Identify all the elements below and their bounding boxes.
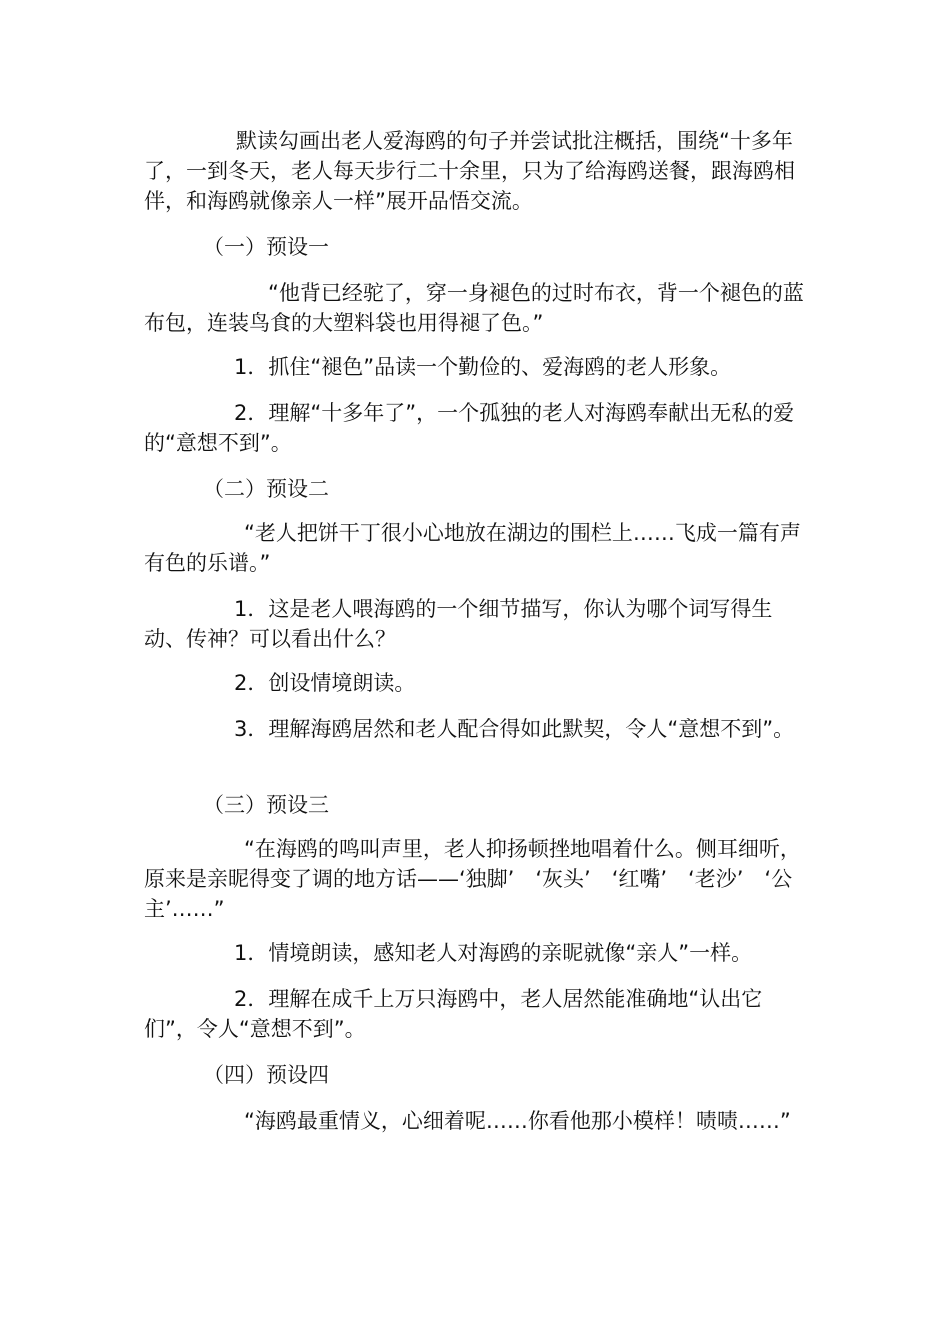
section-quote-3: “在海鸥的鸣叫声里，老人抑扬顿挫地唱着什么。侧耳细听，原来是亲昵得变了调的地方话——‘独脚’ ‘灰头’ ‘红嘴’ ‘老沙’ ‘公主’……” [144, 837, 801, 921]
section-2-item-1: 1．这是老人喂海鸥的一个细节描写，你认为哪个词写得生动、传神？可以看出什么？ [144, 597, 773, 651]
section-heading-2: （二）预设二 [203, 477, 329, 501]
section-heading-3: （三）预设三 [203, 793, 329, 817]
section-2-item-3: 3．理解海鸥居然和老人配合得如此默契，令人“意想不到”。 [234, 717, 795, 741]
section-quote-1: “他背已经驼了，穿一身褪色的过时布衣，背一个褪色的蓝布包，连装鸟食的大塑料袋也用得褪了色。” [144, 281, 804, 335]
section-1-item-1: 1．抓住“褪色”品读一个勤俭的、爱海鸥的老人形象。 [234, 355, 732, 379]
section-heading-4: （四）预设四 [203, 1063, 329, 1087]
section-3-item-2: 2．理解在成千上万只海鸥中，老人居然能准确地“认出它们”，令人“意想不到”。 [144, 987, 763, 1041]
section-1-item-2: 2．理解“十多年了”，一个孤独的老人对海鸥奉献出无私的爱的“意想不到”。 [144, 401, 795, 455]
section-3-item-1: 1．情境朗读，感知老人对海鸥的亲昵就像“亲人”一样。 [234, 941, 753, 965]
section-2-item-2: 2．创设情境朗读。 [234, 671, 416, 695]
intro-paragraph: 默读勾画出老人爱海鸥的句子并尝试批注概括，围绕“十多年了，一到冬天，老人每天步行二十余里，只为了给海鸥送餐，跟海鸥相伴，和海鸥就像亲人一样”展开品悟交流。 [144, 129, 795, 213]
section-quote-4: “海鸥最重情义，心细着呢……你看他那小模样！啧啧……” [244, 1109, 791, 1133]
section-heading-1: （一）预设一 [203, 235, 329, 259]
section-quote-2: “老人把饼干丁很小心地放在湖边的围栏上……飞成一篇有声有色的乐谱。” [144, 521, 801, 575]
